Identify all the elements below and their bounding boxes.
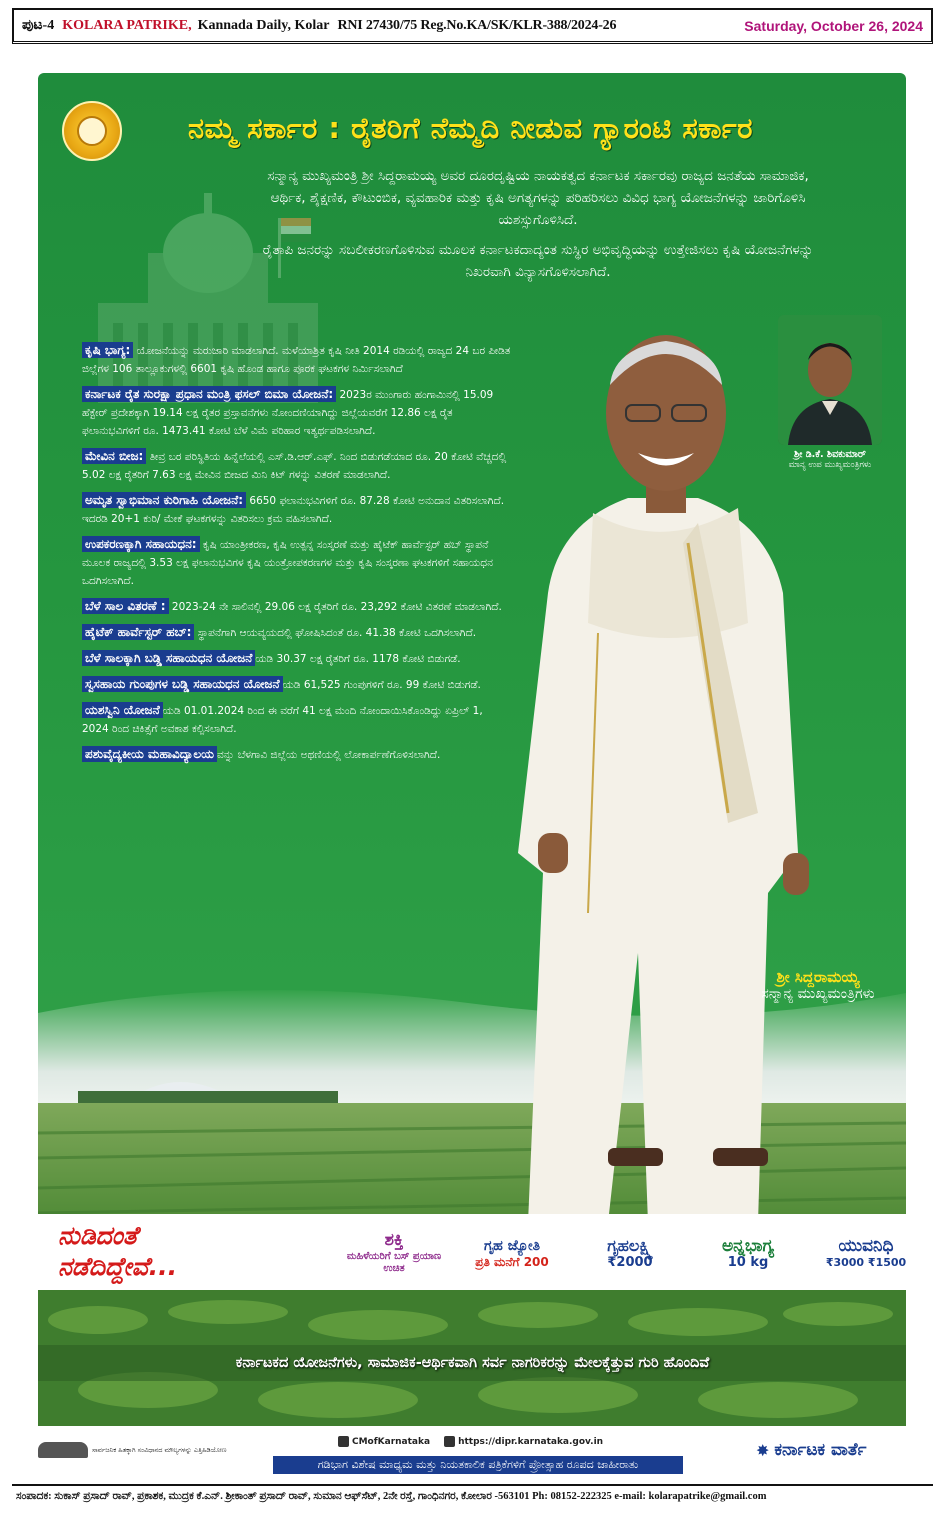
page-number: ಪುಟ-4	[22, 17, 55, 33]
scheme-list	[82, 341, 512, 771]
anna-bhagya-logo	[692, 1220, 804, 1284]
footer-note: ಗಡಿಭಾಗ ವಿಶೇಷ ಮಾಧ್ಯಮ ಮತ್ತು ನಿಯತಕಾಲಿಕ ಪತ್ರಿಕೆಗಳಿಗೆ ಪ್ರೋತ್ಸಾಹ ರೂಪದ ಜಾಹೀರಾತು	[273, 1456, 683, 1474]
cm-name: ಶ್ರೀ ಸಿದ್ದರಾಮಯ್ಯ	[776, 968, 860, 986]
yuva-nidhi-logo	[810, 1220, 922, 1284]
scheme-label: ಪಶುವೈದ್ಯಕೀಯ ಮಹಾವಿದ್ಯಾಲಯ	[82, 746, 217, 762]
deputy-cm-name: ಶ್ರೀ ಡಿ.ಕೆ. ಶಿವಕುಮಾರ್	[794, 449, 866, 460]
scheme-item	[82, 341, 512, 378]
karnataka-emblem-icon	[62, 101, 122, 161]
footer-left	[38, 1438, 248, 1462]
social-handle[interactable]: CMofKarnataka	[338, 1436, 430, 1447]
chief-minister-photo	[498, 293, 828, 1223]
scheme-text: ಸ್ಥಾಪನೆಗಾಗಿ ಆಯವ್ಯಯದಲ್ಲಿ ಘೋಷಿಸಿದಂತೆ ರೂ. 41.38 ಕೋಟಿ ಒದಗಿಸಲಾಗಿದೆ.	[194, 627, 477, 639]
newspaper-language: Kannada Daily, Kolar	[197, 17, 330, 33]
logo-sub: 10 kg	[727, 1255, 769, 1270]
scheme-label: ಬೆಳೆ ಸಾಲಕ್ಕಾಗಿ ಬಡ್ಡಿ ಸಹಾಯಧನ ಯೋಜನೆ	[82, 650, 255, 666]
guarantee-band	[38, 1214, 906, 1290]
scheme-label: ಮೇವಿನ ಬೀಜ:	[82, 448, 146, 464]
scheme-item	[82, 597, 512, 616]
slogan-line: ನಡೆದಿದ್ದೇವೆ...	[58, 1252, 178, 1281]
masthead	[12, 8, 933, 44]
scheme-item	[82, 491, 512, 528]
cm-title: ಸನ್ಮಾನ್ಯ ಮುಖ್ಯಮಂತ್ರಿಗಳು	[761, 986, 875, 1002]
cm-caption	[728, 968, 906, 1002]
brand-star-icon: ✸	[756, 1440, 770, 1460]
logo-sub: ಮಹಿಳೆಯರಿಗೆ ಬಸ್ ಪ್ರಯಾಣ ಉಚಿತ	[346, 1251, 442, 1274]
x-social-icon	[338, 1436, 349, 1447]
scheme-text: ತೀವ್ರ ಬರ ಪರಿಸ್ಥಿತಿಯ ಹಿನ್ನೆಲೆಯಲ್ಲಿ ಎಸ್.ಡಿ.ಆರ್.ಎಫ್. ನಿಂದ ಬಿಡುಗಡೆಯಾದ ರೂ. 20 ಕೋಟಿ ವೆಚ್ಚದಲ್ಲಿ 5.02 ಲಕ್ಷ ರೈತರಿಗೆ 7.63 ಲಕ್ಷ ಮೇವಿನ ಬೀಜದ ಮಿನಿ ಕಿಟ್ ಗಳನ್ನು ವಿತರಣೆ ಮಾಡಲಾಗಿದೆ.	[82, 451, 507, 481]
scheme-item	[82, 745, 512, 764]
scheme-item	[82, 649, 512, 668]
issue-date: Saturday, October 26, 2024	[744, 17, 923, 34]
deputy-cm-title: ಮಾನ್ಯ ಉಪ ಮುಖ್ಯಮಂತ್ರಿಗಳು	[788, 460, 872, 470]
ad-headline: ನಮ್ಮ ಸರ್ಕಾರ : ರೈತರಿಗೆ ನೆಮ್ಮದಿ ನೀಡುವ ಗ್ಯಾರಂಟಿ ಸರ್ಕಾರ	[188, 111, 753, 145]
scheme-text: ಯಡಿ 30.37 ಲಕ್ಷ ರೈತರಿಗೆ ರೂ. 1178 ಕೋಟಿ ಬಿಡುಗಡೆ.	[255, 653, 461, 665]
scheme-text: ಯಡಿ 61,525 ಗುಂಪುಗಳಿಗೆ ರೂ. 99 ಕೋಟಿ ಬಿಡುಗಡೆ.	[282, 679, 481, 691]
scheme-item	[82, 447, 512, 484]
scheme-text: ಕೃಷಿ ಯಾಂತ್ರೀಕರಣ, ಕೃಷಿ ಉತ್ಪನ್ನ ಸಂಸ್ಕರಣೆ ಮತ್ತು ಹೈಟೆಕ್ ಹಾರ್ವೆಸ್ಟರ್ ಹಬ್ ಸ್ಥಾಪನೆ ಮೂಲಕ ರಾಜ್ಯದಲ್ಲಿ 3.53 ಲಕ್ಷ ಫಲಾನುಭವಿಗಳ ಕೃಷಿ ಯಂತ್ರೋಪಕರಣಗಳ ಮತ್ತು ಕೃಷಿ ಸಂಸ್ಕರಣಾ ಘಟಕಗಳಿಗೆ ಸಹಾಯಧನ ಒದಗಿಸಲಾಗಿದೆ.	[82, 539, 493, 587]
bottom-message: ಕರ್ನಾಟಕದ ಯೋಜನೆಗಳು, ಸಾಮಾಜಿಕ-ಆರ್ಥಿಕವಾಗಿ ಸರ್ವ ನಾಗರಿಕರನ್ನು ಮೇಲಕ್ಕೆತ್ತುವ ಗುರಿ ಹೊಂದಿವೆ	[235, 1355, 710, 1371]
registration-number: RNI 27430/75 Reg.No.KA/SK/KLR-388/2024-26	[337, 17, 617, 33]
scheme-item	[82, 385, 512, 440]
website-link[interactable]: https://dipr.karnataka.gov.in	[444, 1436, 603, 1447]
scheme-label: ಸ್ವಸಹಾಯ ಗುಂಪುಗಳ ಬಡ್ಡಿ ಸಹಾಯಧನ ಯೋಜನೆ	[82, 676, 283, 692]
ad-footer	[38, 1432, 906, 1478]
scheme-label: ಕರ್ನಾಟಕ ರೈತ ಸುರಕ್ಷಾ ಪ್ರಧಾನ ಮಂತ್ರಿ ಫಸಲ್ ಬಿಮಾ ಯೋಜನೆ:	[82, 386, 336, 402]
logo-title: ಶಕ್ತಿ	[384, 1230, 404, 1250]
intro-paragraph: ರೈತಾಪಿ ಜನರನ್ನು ಸಬಲೀಕರಣಗೊಳಿಸುವ ಮೂಲಕ ಕರ್ನಾಟಕದಾದ್ಯಂತ ಸುಸ್ಥಿರ ಅಭಿವೃದ್ಧಿಯನ್ನು ಉತ್ತೇಜಿಸಲು ಕೃಷಿ ಯೋಜನೆಗಳನ್ನು ನಿಖರವಾಗಿ ವಿನ್ಯಾಸಗೊಳಿಸಲಾಗಿದೆ.	[262, 242, 814, 280]
scheme-label: ಯಶಸ್ವಿನಿ ಯೋಜನೆ	[82, 702, 163, 718]
brand-name: ಕರ್ನಾಟಕ ವಾರ್ತೆ	[774, 1440, 867, 1460]
slogan-line: ನುಡಿದಂತೆ	[58, 1221, 138, 1250]
assembly-icon	[38, 1442, 88, 1458]
scheme-text: ಯಡಿ 01.01.2024 ರಿಂದ ಈ ವರೆಗೆ 41 ಲಕ್ಷ ಮಂದಿ ನೋಂದಾಯಿಸಿಕೊಂಡಿದ್ದು ಏಪ್ರಿಲ್ 1, 2024 ರಿಂದ ಚಿಕಿತ್ಸೆಗೆ ಅವಕಾಶ ಕಲ್ಪಿಸಲಾಗಿದೆ.	[82, 705, 483, 735]
newspaper-name: KOLARA PATRIKE,	[62, 17, 192, 33]
logo-title: ಗೃಹ ಜ್ಯೋತಿ	[483, 1238, 541, 1254]
logo-sub: ₹3000 ₹1500	[825, 1256, 907, 1269]
guarantee-logos	[338, 1220, 922, 1284]
scheme-item	[82, 675, 512, 694]
scheme-item	[82, 701, 512, 738]
scheme-text: 2023ರ ಮುಂಗಾರು ಹಂಗಾಮಿನಲ್ಲಿ 15.09 ಹೆಕ್ಟೇರ್ ಪ್ರದೇಶಕ್ಕಾಗಿ 19.14 ಲಕ್ಷ ರೈತರ ಪ್ರಸ್ತಾವನೆಗಳು ನೋಂದಣಿಯಾಗಿದ್ದು ಜಿಲ್ಲೆಯವರೆಗೆ 12.86 ಲಕ್ಷ ರೈತ ಫಲಾನುಭವಿಗಳಿಗೆ ರೂ. 1473.41 ಕೋಟಿ ಬೆಳೆ ವಿಮೆ ಪರಿಹಾರ ಇತ್ಯರ್ಥಪಡಿಸಲಾಗಿದೆ.	[82, 389, 494, 437]
scheme-label: ಹೈಟೆಕ್ ಹಾರ್ವೆಸ್ಟರ್ ಹಬ್:	[82, 624, 194, 640]
footer-left-note: ಸಾರ್ವಜನಿಕ ಹಿತಕ್ಕಾಗಿ ಸಂವಿಧಾನದ ಮೌಲ್ಯಗಳನ್ನು ಎತ್ತಿಹಿಡಿಯೋಣ	[92, 1446, 227, 1454]
scheme-text: ವನ್ನು ಬೆಳಗಾವಿ ಜಿಲ್ಲೆಯ ಅಥಣಿಯಲ್ಲಿ ಲೋಕಾರ್ಪಣೆಗೊಳಿಸಲಾಗಿದೆ.	[217, 749, 441, 761]
intro-paragraph: ಸನ್ಮಾನ್ಯ ಮುಖ್ಯಮಂತ್ರಿ ಶ್ರೀ ಸಿದ್ದರಾಮಯ್ಯ ಅವರ ದೂರದೃಷ್ಟಿಯ ನಾಯಕತ್ವದ ಕರ್ನಾಟಕ ಸರ್ಕಾರವು ರಾಜ್ಯದ ಜನತೆಯ ಸಾಮಾಜಿಕ, ಆರ್ಥಿಕ, ಶೈಕ್ಷಣಿಕ, ಕೌಟುಂಬಿಕ, ವ್ಯವಹಾರಿಕ ಮತ್ತು ಕೃಷಿ ಅಗತ್ಯಗಳನ್ನು ಪರಿಹರಿಸಲು ವಿವಿಧ ಭಾಗ್ಯ ಯೋಜನೆಗಳನ್ನು ಜಾರಿಗೊಳಿಸಿ ಯಶಸ್ಸುಗೊಳಿಸಿದೆ.	[267, 168, 809, 228]
scheme-label: ಉಪಕರಣಕ್ಕಾಗಿ ಸಹಾಯಧನ:	[82, 536, 200, 552]
government-advertisement	[38, 73, 906, 1223]
gruha-lakshmi-logo	[574, 1220, 686, 1284]
scheme-label: ಬೆಳೆ ಸಾಲ ವಿತರಣೆ :	[82, 598, 169, 614]
logo-sub: ₹2000	[607, 1255, 653, 1270]
imprint-line: ಸಂಪಾದಕ: ಸುಕಾಸ್ ಪ್ರಸಾದ್ ರಾವ್, ಪ್ರಕಾಶಕ, ಮುದ್ರಕ ಕೆ.ಎನ್. ಶ್ರೀಕಾಂತ್ ಪ್ರಸಾದ್ ರಾವ್, ಸುಮಾನ ಆಫ್‌ಸೆಟ್, 2ನೇ ರಸ್ತೆ, ಗಾಂಧಿನಗರ, ಕೋಲಾರ -563101 Ph: 08152-222325 e-mail: kolarapatrike@gmail.com	[12, 1484, 933, 1508]
scheme-label: ಅಮೃತ ಸ್ವಾಭಿಮಾನ ಕುರಿಗಾಹಿ ಯೋಜನೆ:	[82, 492, 246, 508]
logo-title: ಯುವನಿಧಿ	[838, 1236, 894, 1256]
social-links	[338, 1436, 603, 1447]
globe-icon	[444, 1436, 455, 1447]
scheme-text: 6650 ಫಲಾನುಭವಿಗಳಿಗೆ ರೂ. 87.28 ಕೋಟಿ ಅನುದಾನ ವಿತರಿಸಲಾಗಿದೆ. ಇದರಡಿ 20+1 ಕುರಿ/ ಮೇಕೆ ಘಟಕಗಳನ್ನು ವಿತರಿಸಲು ಕ್ರಮ ವಹಿಸಲಾಗಿದೆ.	[82, 495, 505, 525]
logo-title: ಅನ್ನಭಾಗ್ಯ	[721, 1236, 775, 1256]
logo-title: ಗೃಹಲಕ್ಷ್ಮಿ	[607, 1236, 653, 1255]
gruha-jyothi-logo	[456, 1220, 568, 1284]
scheme-text: 2023-24 ನೇ ಸಾಲಿನಲ್ಲಿ 29.06 ಲಕ್ಷ ರೈತರಿಗೆ ರೂ. 23,292 ಕೋಟಿ ವಿತರಣೆ ಮಾಡಲಾಗಿದೆ.	[168, 601, 502, 613]
scheme-item	[82, 535, 512, 590]
ad-intro	[258, 165, 818, 291]
scheme-text: ಯೋಜನೆಯನ್ನು ಮರುಜಾರಿ ಮಾಡಲಾಗಿದೆ. ಮಳೆಯಾಶ್ರಿತ ಕೃಷಿ ನೀತಿ 2014 ರಡಿಯಲ್ಲಿ ರಾಜ್ಯದ 24 ಬರ ಪೀಡಿತ ಜಿಲ್ಲೆಗಳ 106 ತಾಲ್ಲೂಕುಗಳಲ್ಲಿ 6601 ಕೃಷಿ ಹೊಂಡ ಹಾಗೂ ಪೂರಕ ಘಟಕಗಳ ನಿರ್ಮಿಸಲಾಗಿದೆ	[82, 345, 511, 375]
scheme-label: ಕೃಷಿ ಭಾಗ್ಯ:	[82, 342, 133, 358]
slogan	[58, 1220, 177, 1282]
logo-sub: ಪ್ರತಿ ಮನೆಗೆ 200	[475, 1255, 549, 1269]
shakti-logo	[338, 1220, 450, 1284]
scheme-item	[82, 623, 512, 642]
karnataka-varthe-brand	[756, 1440, 866, 1460]
